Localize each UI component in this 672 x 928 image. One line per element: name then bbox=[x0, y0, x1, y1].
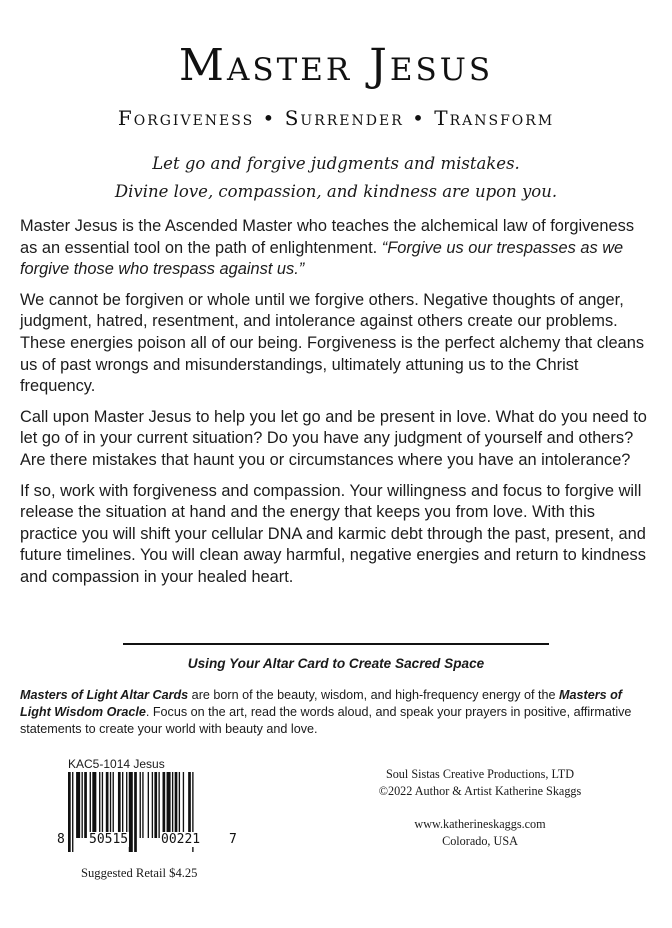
card-subtitle: Forgiveness • Surrender • Transform bbox=[117, 106, 555, 130]
barcode-bar bbox=[154, 772, 157, 838]
paragraph-2: We cannot be forgiven or whole until we forgive others. Negative thoughts of anger, judgment, hatred, resentment, and intolerance against others create our problems. These energies poison all of our being. Forgiveness is the perfect alchemy that cleans us of past wrongs and misunderstandings, ultimately attuning us to the Christ frequency. bbox=[20, 290, 645, 396]
barcode-digits-right: 00221 bbox=[161, 832, 201, 847]
suggested-retail: Suggested Retail $4.25 bbox=[81, 866, 198, 880]
publisher-website: www.katherineskaggs.com bbox=[414, 817, 546, 831]
barcode-digits-left: 50515 bbox=[89, 832, 129, 847]
barcode-bar bbox=[106, 772, 109, 838]
barcode-bar bbox=[92, 772, 96, 838]
barcode-bar bbox=[118, 772, 121, 838]
barcode-bar bbox=[158, 772, 159, 838]
barcode-bar bbox=[126, 772, 127, 838]
product-sku: KAC5-1014 Jesus bbox=[68, 757, 165, 771]
altar-text-2: . Focus on the art, read the words aloud, and speak your prayers in positive, affirmative statements to create your world with beauty and love. bbox=[20, 705, 632, 736]
divider-rule bbox=[123, 643, 549, 645]
paragraph-3: Call upon Master Jesus to help you let go and be present in love. What do you need to let go of in your current situation? Do you have any judgment of yourself and others? Are there mistakes that haunt you or circumstances where you have an intolerance? bbox=[20, 407, 647, 469]
altar-description bbox=[20, 687, 656, 738]
barcode-bar bbox=[82, 772, 83, 838]
altar-bold-oracle: Masters of Light Wisdom Oracle bbox=[20, 688, 622, 719]
paragraph-1 bbox=[20, 216, 650, 281]
barcode-bar bbox=[142, 772, 143, 838]
affirmation-line-1: Let go and forgive judgments and mistakes. bbox=[152, 154, 520, 173]
barcode-bar bbox=[148, 772, 149, 838]
publisher-copyright: ©2022 Author & Artist Katherine Skaggs bbox=[378, 784, 582, 798]
barcode-bar bbox=[122, 772, 123, 838]
barcode-bar bbox=[76, 772, 80, 838]
barcode-bar bbox=[113, 772, 114, 838]
barcode-bar bbox=[167, 772, 171, 838]
barcode-bar bbox=[183, 772, 184, 838]
altar-heading: Using Your Altar Card to Create Sacred Space bbox=[187, 656, 485, 671]
barcode-bar bbox=[102, 772, 103, 838]
barcode-bar bbox=[163, 772, 166, 838]
publisher-company: Soul Sistas Creative Productions, LTD bbox=[385, 767, 575, 781]
barcode-bar bbox=[175, 772, 178, 838]
barcode-bar bbox=[179, 772, 180, 838]
barcode-bar bbox=[152, 772, 153, 838]
barcode-bar bbox=[140, 772, 141, 838]
barcode-bar bbox=[172, 772, 173, 838]
paragraph-1-text: Master Jesus is the Ascended Master who teaches the alchemical law of forgiveness as an essential tool on the path of enlightenment. bbox=[20, 217, 635, 257]
paragraph-4: If so, work with forgiveness and compassion. Your willingness and focus to forgive will release the situation at hand and the energy that keeps you from love. With this practice you will shift your cellular DNA and karmic debt through the past, present, and future timelines. You will clean away harmful, negative energies and return to kindness and compassion in your healed heart. bbox=[20, 481, 646, 586]
affirmation bbox=[0, 150, 672, 206]
publisher-info bbox=[360, 766, 600, 850]
barcode-bar bbox=[110, 772, 111, 838]
publisher-location: Colorado, USA bbox=[442, 834, 518, 848]
barcode-bar bbox=[99, 772, 100, 838]
barcode-digit-lead: 8 bbox=[57, 832, 65, 847]
affirmation-line-2: Divine love, compassion, and kindness are upon you. bbox=[114, 182, 558, 201]
altar-text-1: are born of the beauty, wisdom, and high-frequency energy of the bbox=[188, 688, 559, 702]
barcode-digit-check: 7 bbox=[229, 832, 237, 847]
barcode-bar bbox=[90, 772, 91, 838]
card-title: Master Jesus bbox=[178, 40, 494, 91]
barcode-bar bbox=[188, 772, 191, 838]
card-body bbox=[20, 216, 650, 598]
paragraph-1-quote: “Forgive us our trespasses as we forgive those who trespass against us.” bbox=[20, 238, 624, 279]
barcode-digits bbox=[56, 832, 242, 852]
altar-bold-series: Masters of Light Altar Cards bbox=[20, 688, 189, 702]
barcode-bar bbox=[84, 772, 87, 838]
